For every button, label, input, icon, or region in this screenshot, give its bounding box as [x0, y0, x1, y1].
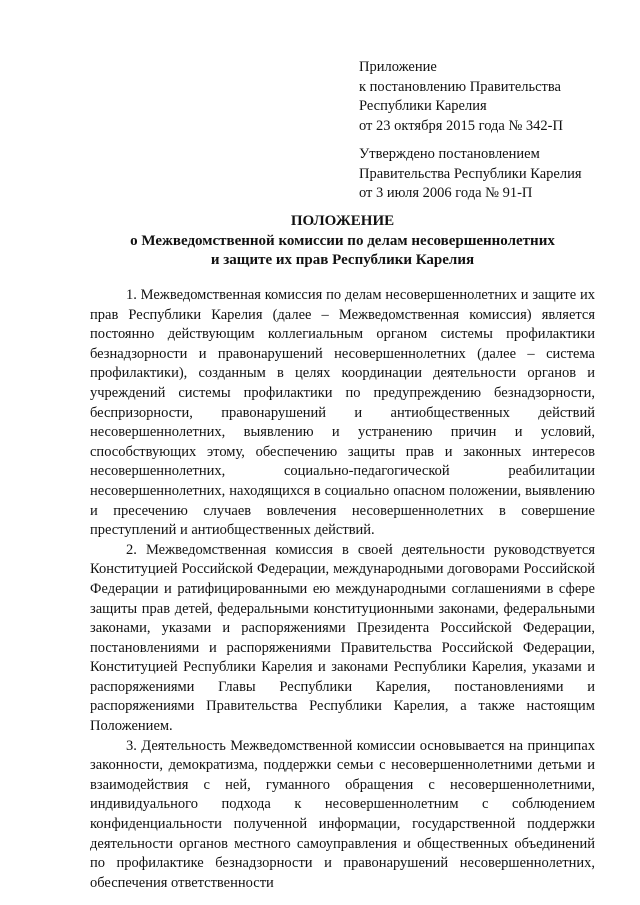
- paragraph: 2. Межведомственная комиссия в своей деятельности руководствуется Конституцией Российской Федерации, международными договорами Российской Федерации и ратифицированными ею международными соглашениями в сфере защиты прав детей, федеральными конституционными законами, федеральными законами, указами и распоряжениями Президента Российской Федерации, постановлениями и распоряжениями Правительства Российской Федерации, Конституцией Республики Карелия и законами Республики Карелия, указами и распоряжениями Главы Республики Карелия, постановлениями и распоряжениями Правительства Республики Карелия, а также настоящим Положением.: [90, 541, 595, 735]
- appendix-line: от 23 октября 2015 года № 342-П: [359, 117, 563, 134]
- document-title: [90, 212, 595, 271]
- appendix-line: к постановлению Правительства: [359, 78, 561, 95]
- paragraph: 3. Деятельность Межведомственной комиссии основывается на принципах законности, демократизма, поддержки семьи с несовершеннолетними детьми и взаимодействия с ней, гуманного обращения с несовершеннолетними, индивидуального подхода к несовершеннолетним с соблюдением конфиденциальности полученной информации, государственной поддержки деятельности органов местного самоуправления и общественных объединений по профилактике безнадзорности и правонарушений несовершеннолетних, обеспечения ответственности: [90, 737, 595, 891]
- approval-block: [359, 145, 619, 204]
- appendix-line: Приложение: [359, 59, 437, 75]
- title-subheading: и защите их прав Республики Карелия: [210, 252, 475, 268]
- document-body: [90, 286, 595, 893]
- title-heading: ПОЛОЖЕНИЕ: [290, 213, 395, 229]
- paragraph: 1. Межведомственная комиссия по делам несовершеннолетних и защите их прав Республики Карелия (далее – Межведомственная комиссия) является постоянно действующим коллегиальным органом системы профилактики безнадзорности и правонарушений несовершеннолетних (далее – система профилактики), созданным в целях координации деятельности органов и учреждений системы профилактики по предупреждению безнадзорности, беспризорности, правонарушений и антиобщественных действий несовершеннолетних, выявлению и устранению причин и условий, способствующих этому, обеспечению защиты прав и законных интересов несовершеннолетних, социально-педагогической реабилитации несовершеннолетних, находящихся в социально опасном положении, выявлению и пресечению случаев вовлечения несовершеннолетних в совершение преступлений и антиобщественных действий.: [90, 287, 595, 539]
- appendix-block: [359, 58, 619, 136]
- approval-line: от 3 июля 2006 года № 91-П: [359, 185, 533, 201]
- approval-line: Утверждено постановлением: [359, 146, 540, 162]
- title-subheading: о Межведомственной комиссии по делам несовершеннолетних: [130, 232, 555, 249]
- appendix-line: Республики Карелия: [359, 98, 487, 114]
- approval-line: Правительства Республики Карелия: [359, 165, 582, 182]
